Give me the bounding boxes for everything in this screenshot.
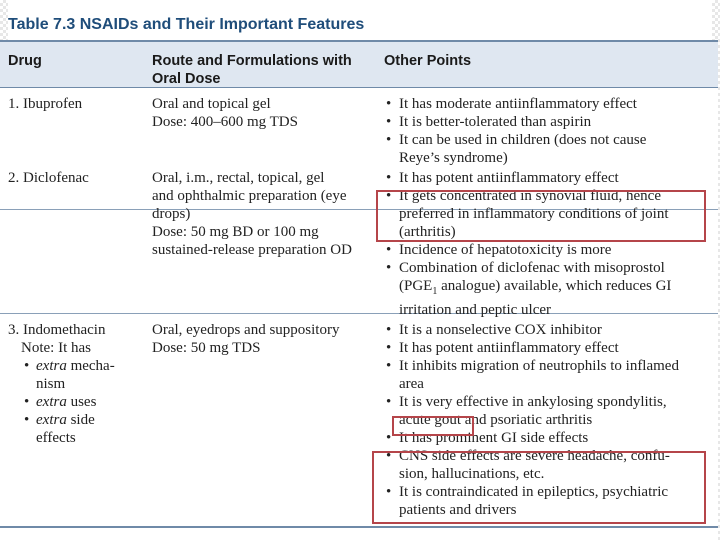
note-rest: mecha-	[66, 358, 115, 374]
note-emphasis: extra	[36, 412, 67, 428]
point-text: CNS side effects are severe headache, confu-	[399, 448, 670, 464]
header-drug: Drug	[8, 53, 42, 69]
highlight-box-cns-effects	[372, 451, 706, 524]
table-title	[8, 16, 364, 34]
bullet-icon: •	[386, 430, 392, 446]
point-text: It is very effective in ankylosing spondylitis,	[399, 394, 667, 410]
point-text: It is a nonselective COX inhibitor	[399, 322, 602, 338]
cell-route	[152, 169, 377, 259]
bullet-icon: •	[24, 412, 30, 428]
subscript: 1	[432, 286, 438, 297]
bullet-icon: •	[386, 96, 392, 112]
note-emphasis: extra	[36, 394, 67, 410]
point-text: It has prominent GI side effects	[399, 430, 589, 446]
point-text: acute gout and psoriatic arthritis	[399, 412, 593, 428]
route-line: Oral and topical gel	[152, 96, 271, 112]
cell-drug	[8, 321, 148, 447]
list-item	[384, 339, 714, 357]
list-item	[384, 357, 714, 393]
bullet-icon: •	[386, 448, 392, 464]
point-text-part: (PGE	[399, 278, 433, 294]
point-text: preferred in inflammatory conditions of joint	[399, 206, 669, 222]
route-line: Oral, eyedrops and suppository	[152, 322, 340, 338]
note-text	[36, 411, 148, 429]
table-title-text: NSAIDs and Their Important Features	[79, 16, 365, 33]
point-text: sion, hallucinations, etc.	[399, 466, 545, 482]
route-line: and ophthalmic preparation (eye	[152, 188, 347, 204]
highlight-box-acute-gout	[392, 416, 474, 436]
cell-route	[152, 321, 377, 357]
point-text: Incidence of hepatotoxicity is more	[399, 242, 612, 258]
route-line: Dose: 50 mg TDS	[152, 340, 261, 356]
route-line: Dose: 50 mg BD or 100 mg	[152, 224, 319, 240]
route-line: drops)	[152, 206, 191, 222]
point-text: It is better-tolerated than aspirin	[399, 114, 592, 130]
bullet-icon: •	[24, 358, 30, 374]
route-line: Dose: 400–600 mg TDS	[152, 114, 298, 130]
bullet-icon: •	[386, 394, 392, 410]
list-item	[384, 169, 714, 187]
point-text: It is contraindicated in epileptics, psychiatric	[399, 484, 669, 500]
header-other: Other Points	[384, 53, 472, 69]
bullet-icon: •	[386, 260, 392, 276]
point-text: Combination of diclofenac with misoprostol	[399, 260, 665, 276]
note-text	[36, 393, 148, 411]
drug-name: 3. Indomethacin	[8, 322, 106, 338]
header-route-line2: Oral Dose	[152, 71, 221, 87]
bullet-icon: •	[386, 188, 392, 204]
bullet-icon: •	[386, 484, 392, 500]
bullet-icon: •	[386, 242, 392, 258]
point-text: It can be used in children (does not cause	[399, 132, 647, 148]
list-item	[384, 241, 714, 259]
bullet-icon: •	[24, 394, 30, 410]
point-text: It gets concentrated in synovial fluid, hence	[399, 188, 661, 204]
header-route	[152, 52, 352, 88]
point-text	[399, 277, 714, 301]
list-item	[384, 113, 714, 131]
bullet-icon: •	[386, 340, 392, 356]
note-cont: effects	[36, 430, 76, 446]
point-text: area	[399, 376, 424, 392]
note-rest: uses	[66, 394, 97, 410]
list-item	[384, 259, 714, 319]
cell-route	[152, 95, 377, 131]
point-text: It has moderate antiinflammatory effect	[399, 96, 637, 112]
bullet-icon: •	[386, 322, 392, 338]
note-cont: nism	[36, 376, 66, 392]
cell-drug: 2. Diclofenac	[8, 170, 89, 186]
bullet-icon: •	[386, 114, 392, 130]
list-item	[384, 321, 714, 339]
table-header-row	[0, 40, 718, 88]
point-text: irritation and peptic ulcer	[399, 302, 552, 318]
note-text	[36, 357, 148, 375]
route-line: sustained-release preparation OD	[152, 242, 352, 258]
point-text: Reye’s syndrome)	[399, 150, 508, 166]
header-route-line1: Route and Formulations with	[152, 53, 352, 69]
point-text: It has potent antiinflammatory effect	[399, 170, 619, 186]
table-number: Table 7.3	[8, 16, 76, 33]
note-emphasis: extra	[36, 358, 67, 374]
list-item	[21, 411, 148, 447]
note-rest: side	[66, 412, 95, 428]
list-item	[21, 393, 148, 411]
point-text: It inhibits migration of neutrophils to inflamed	[399, 358, 679, 374]
cell-points	[384, 95, 714, 167]
bullet-icon: •	[386, 358, 392, 374]
point-text-part: analogue) available, which reduces GI	[437, 278, 672, 294]
highlight-box-synovial	[376, 190, 706, 242]
list-item	[21, 357, 148, 393]
route-line: Oral, i.m., rectal, topical, gel	[152, 170, 325, 186]
list-item	[384, 95, 714, 113]
point-text: (arthritis)	[399, 224, 456, 240]
bullet-icon: •	[386, 132, 392, 148]
bullet-icon: •	[386, 170, 392, 186]
cell-drug: 1. Ibuprofen	[8, 96, 83, 112]
point-text: patients and drivers	[399, 502, 517, 518]
point-text: It has potent antiinflammatory effect	[399, 340, 619, 356]
drug-note: Note: It has	[21, 340, 91, 356]
